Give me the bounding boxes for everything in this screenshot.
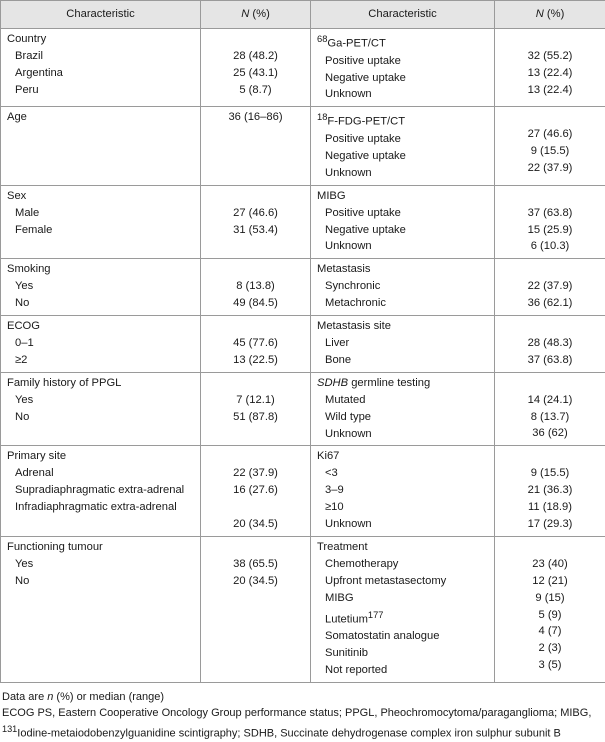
group-heading: Primary site [1,448,200,465]
value: 4 (7) [495,623,605,640]
footnote-text: Data are [2,691,47,703]
group-item: Upfront metastasectomy [311,573,494,590]
group-heading: Sex [1,188,200,205]
value: 13 (22.4) [495,82,605,99]
group-heading [311,375,494,392]
right-characteristic-cell [311,29,495,107]
group-heading: Functioning tumour [1,539,200,556]
value: 20 (34.5) [201,516,310,533]
table-footnotes [0,683,605,742]
group-heading [311,31,494,53]
right-characteristic-cell [311,107,495,185]
left-characteristic-cell [1,536,201,682]
value: 37 (63.8) [495,205,605,222]
group-heading: Treatment [311,539,494,556]
group-item: Metachronic [311,295,494,312]
value: 21 (36.3) [495,482,605,499]
group-item: Somatostatin analogue [311,628,494,645]
footnote-data-format [2,689,603,705]
value: 36 (62) [495,425,605,442]
right-value-cell [495,536,605,682]
group-item: Sunitinib [311,645,494,662]
group-heading: Metastasis site [311,318,494,335]
right-characteristic-cell [311,536,495,682]
group-heading [311,109,494,131]
group-item: Yes [1,556,200,573]
footnote-text: (%) or median (range) [53,691,164,703]
right-value-cell [495,259,605,316]
value: 38 (65.5) [201,556,310,573]
table-row [1,372,605,446]
group-item: Liver [311,335,494,352]
table-row [1,29,605,107]
gene-name: SDHB [317,377,348,389]
group-item: Wild type [311,409,494,426]
group-item: ≥10 [311,499,494,516]
left-value-cell [201,185,311,259]
group-item: Synchronic [311,278,494,295]
group-item: Yes [1,392,200,409]
right-value-cell [495,29,605,107]
value: 3 (5) [495,657,605,674]
header-n-percent-left [201,1,311,29]
group-item: Brazil [1,48,200,65]
value: 5 (9) [495,607,605,624]
header-n: N [241,8,249,20]
group-item: Argentina [1,65,200,82]
group-item [311,607,494,629]
group-item: <3 [311,465,494,482]
left-characteristic-cell [1,29,201,107]
header-n: N [536,8,544,20]
header-percent: (%) [249,8,270,20]
right-value-cell [495,185,605,259]
group-item: Supradiaphragmatic extra-adrenal [1,482,200,499]
group-item: Negative uptake [311,222,494,239]
value: 27 (46.6) [201,205,310,222]
header-characteristic-right: Characteristic [311,1,495,29]
value: 2 (3) [495,640,605,657]
group-item: Male [1,205,200,222]
value: 36 (62.1) [495,295,605,312]
value: 14 (24.1) [495,392,605,409]
header-percent: (%) [544,8,565,20]
value: 22 (37.9) [495,278,605,295]
value: 11 (18.9) [495,499,605,516]
left-value-cell [201,29,311,107]
left-characteristic-cell [1,316,201,373]
value: 45 (77.6) [201,335,310,352]
value: 37 (63.8) [495,352,605,369]
value: 6 (10.3) [495,238,605,255]
right-characteristic-cell [311,185,495,259]
value: 15 (25.9) [495,222,605,239]
table-row [1,316,605,373]
group-heading: Smoking [1,261,200,278]
left-characteristic-cell [1,372,201,446]
value: 25 (43.1) [201,65,310,82]
group-item: Positive uptake [311,131,494,148]
group-item: 0–1 [1,335,200,352]
group-item: Bone [311,352,494,369]
group-heading-text: Ga-PET/CT [327,38,385,50]
left-value-cell [201,316,311,373]
value: 31 (53.4) [201,222,310,239]
footnote-text: Iodine-metaiodobenzylguanidine scintigraphy; SDHB, Succinate dehydrogenase complex iron sulphur subunit B [17,728,561,740]
table-row [1,185,605,259]
group-heading-text: F-FDG-PET/CT [327,116,405,128]
group-item: Negative uptake [311,148,494,165]
isotope-superscript: 177 [368,610,384,620]
value: 20 (34.5) [201,573,310,590]
value: 16 (27.6) [201,482,310,499]
group-heading: Family history of PPGL [1,375,200,392]
right-characteristic-cell [311,372,495,446]
right-value-cell [495,446,605,537]
group-item: No [1,295,200,312]
left-characteristic-cell [1,446,201,537]
value: 51 (87.8) [201,409,310,426]
group-heading: Country [1,31,200,48]
left-value-cell [201,259,311,316]
value: 23 (40) [495,556,605,573]
group-item: Yes [1,278,200,295]
left-value-cell [201,107,311,185]
value: 27 (46.6) [495,126,605,143]
group-item: Positive uptake [311,53,494,70]
group-heading-text: germline testing [348,377,430,389]
right-characteristic-cell [311,259,495,316]
group-item: Unknown [311,165,494,182]
right-value-cell [495,316,605,373]
isotope-superscript: 68 [317,34,327,44]
group-item: Not reported [311,662,494,679]
isotope-superscript: 131 [2,724,17,734]
value: 9 (15) [495,590,605,607]
group-item: Unknown [311,426,494,443]
value: 12 (21) [495,573,605,590]
table-row [1,446,605,537]
value: 8 (13.7) [495,409,605,426]
left-value-cell [201,372,311,446]
value: 22 (37.9) [201,465,310,482]
value: 36 (16–86) [201,109,310,126]
right-characteristic-cell [311,316,495,373]
value: 49 (84.5) [201,295,310,312]
group-item: Negative uptake [311,70,494,87]
group-item: 3–9 [311,482,494,499]
group-heading: Age [1,109,200,126]
right-value-cell [495,107,605,185]
left-value-cell [201,446,311,537]
group-item: Chemotherapy [311,556,494,573]
left-characteristic-cell [1,259,201,316]
value: 13 (22.5) [201,352,310,369]
group-item: Mutated [311,392,494,409]
left-characteristic-cell [1,107,201,185]
group-item: Female [1,222,200,239]
value: 7 (12.1) [201,392,310,409]
table-row [1,536,605,682]
group-item-text: Lutetium [325,613,368,625]
right-characteristic-cell [311,446,495,537]
left-characteristic-cell [1,185,201,259]
group-item: Peru [1,82,200,99]
value: 22 (37.9) [495,160,605,177]
value: 9 (15.5) [495,143,605,160]
value: 8 (13.8) [201,278,310,295]
table-row [1,107,605,185]
value: 32 (55.2) [495,48,605,65]
group-item: Adrenal [1,465,200,482]
group-item: No [1,573,200,590]
value: 5 (8.7) [201,82,310,99]
table-header-row [1,1,605,29]
group-heading: ECOG [1,318,200,335]
footnote-abbreviations [2,705,603,742]
header-n-percent-right [495,1,605,29]
group-item: Positive uptake [311,205,494,222]
isotope-superscript: 18 [317,112,327,122]
group-item: ≥2 [1,352,200,369]
group-item: No [1,409,200,426]
value: 28 (48.3) [495,335,605,352]
left-value-cell [201,536,311,682]
value: 17 (29.3) [495,516,605,533]
group-heading: Metastasis [311,261,494,278]
header-characteristic-left: Characteristic [1,1,201,29]
footnote-text: ECOG PS, Eastern Cooperative Oncology Group performance status; PPGL, Pheochromocytoma/paraganglioma; MIBG, [2,707,591,719]
group-item: MIBG [311,590,494,607]
value: 9 (15.5) [495,465,605,482]
table-row [1,259,605,316]
value: 28 (48.2) [201,48,310,65]
group-item: Unknown [311,86,494,103]
group-heading: MIBG [311,188,494,205]
group-heading: Ki67 [311,448,494,465]
group-item: Unknown [311,516,494,533]
value: 13 (22.4) [495,65,605,82]
group-item: Unknown [311,238,494,255]
right-value-cell [495,372,605,446]
group-item: Infradiaphragmatic extra-adrenal [1,499,200,516]
footnote-n: n [47,691,53,703]
